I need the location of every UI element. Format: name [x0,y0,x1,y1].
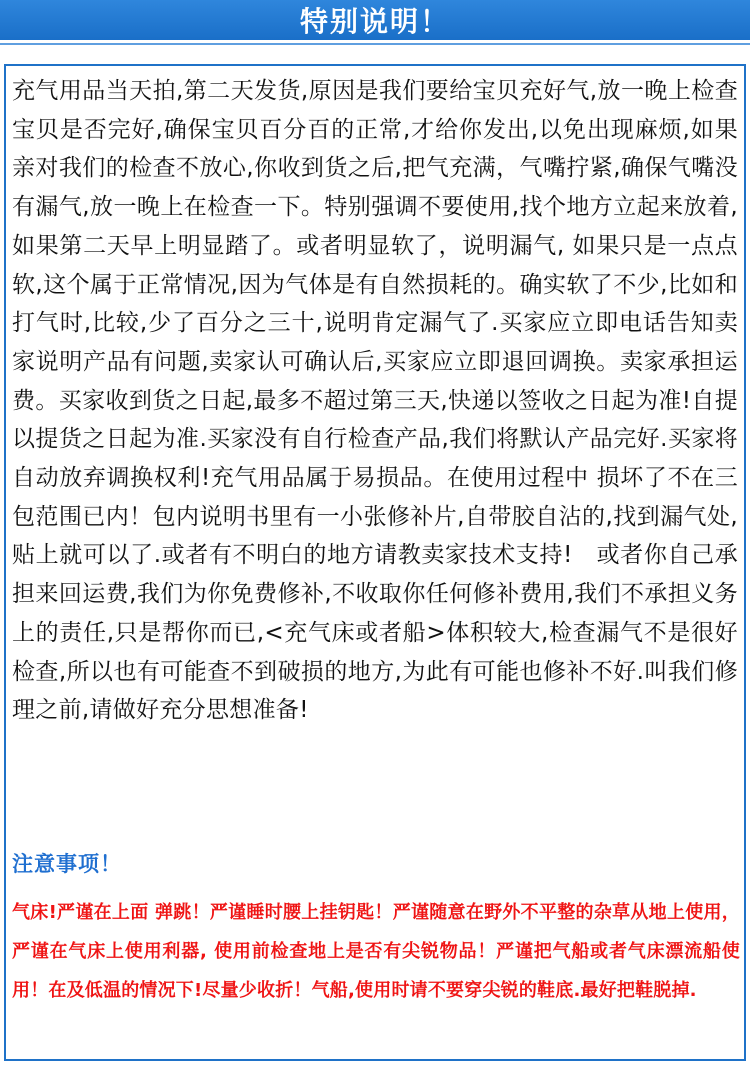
notice-body: 充气用品当天拍,第二天发货,原因是我们要给宝贝充好气,放一晚上检查宝贝是否完好,确保宝贝百分百的正常,才给你发出,以免出现麻烦,如果亲对我们的检查不放心,你收到货之后,把气充满，气嘴拧紧,确保气嘴没有漏气,放一晚上在检查一下。特别强调不要使用,找个地方立起来放着, 如果第二天早上明显踏了。或者明显软了，说明漏气, 如果只是一点点软,这个属于正常情况,因为气体是有自然损耗的。确实软了不少,比如和打气时,比较,少了百分之三十,说明肯定漏气了.买家应立即电话告知卖家说明产品有问题,卖家认可确认后,买家应立即退回调换。卖家承担运费。买家收到货之日起,最多不超过第三天,快递以签收之日起为准!自提以提货之日起为准.买家没有自行检查产品,我们将默认产品完好.买家将自动放弃调换权利!充气用品属于易损品。在使用过程中 损坏了不在三包范围已内！包内说明书里有一小张修补片,自带胶自沾的,找到漏气处,贴上就可以了.或者有不明白的地方请教卖家技术支持! 或者你自己承担来回运费,我们为你免费修补,不收取你任何修补费用,我们不承担义务上的责任,只是帮你而已,<充气床或者船>体积较大,检查漏气不是很好检查,所以也有可能查不到破损的地方,为此有可能也修补不好.叫我们修理之前,请做好充分思想准备! [12,78,738,724]
title-banner [0,0,750,40]
banner-title: 特别说明！ [299,5,450,38]
caution-text: 气床!严谨在上面 弹跳！严谨睡时腰上挂钥匙！严谨随意在野外不平整的杂草从地上使用，严谨在气床上使用利器, 使用前检查地上是否有尖锐物品！严谨把气船或者气床漂流船使用！在及低温的情况下!尽量少收折！气船,使用时请不要穿尖锐的鞋底.最好把鞋脱掉. [12,902,740,1001]
caution-heading: 注意事项！ [12,852,122,876]
banner-divider [0,43,750,45]
